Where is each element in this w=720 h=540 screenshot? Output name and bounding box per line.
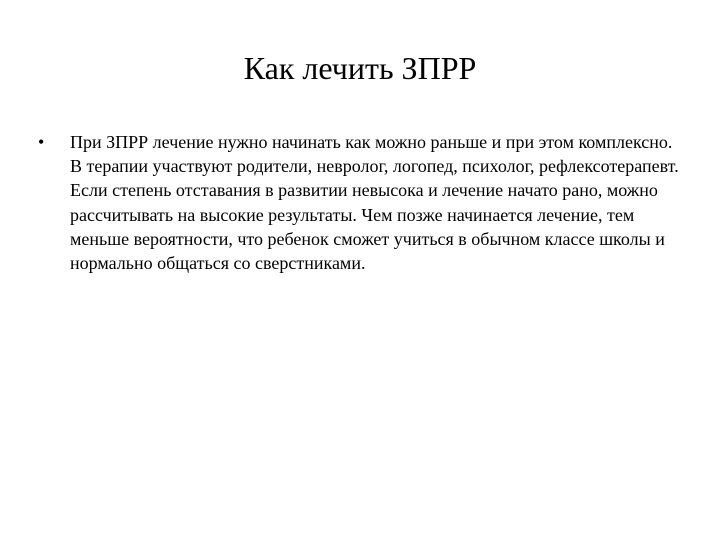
slide-title: Как лечить ЗПРР (243, 50, 477, 86)
slide-content (36, 130, 686, 275)
bullet-marker: • (38, 132, 45, 152)
bullet-text: При ЗПРР лечение нужно начинать как можно раньше и при этом комплексно. В терапии участвуют родители, невролог, логопед, психолог, рефлексотерапевт. Если степень отставания в развитии невысока и лечение начато рано, можно рассчитывать на высокие результаты. Чем позже начинается лечение, тем меньше вероятности, что ребенок сможет учиться в обычном классе школы и нормально общаться со сверстниками. (70, 132, 679, 274)
bullet-item (36, 130, 686, 275)
